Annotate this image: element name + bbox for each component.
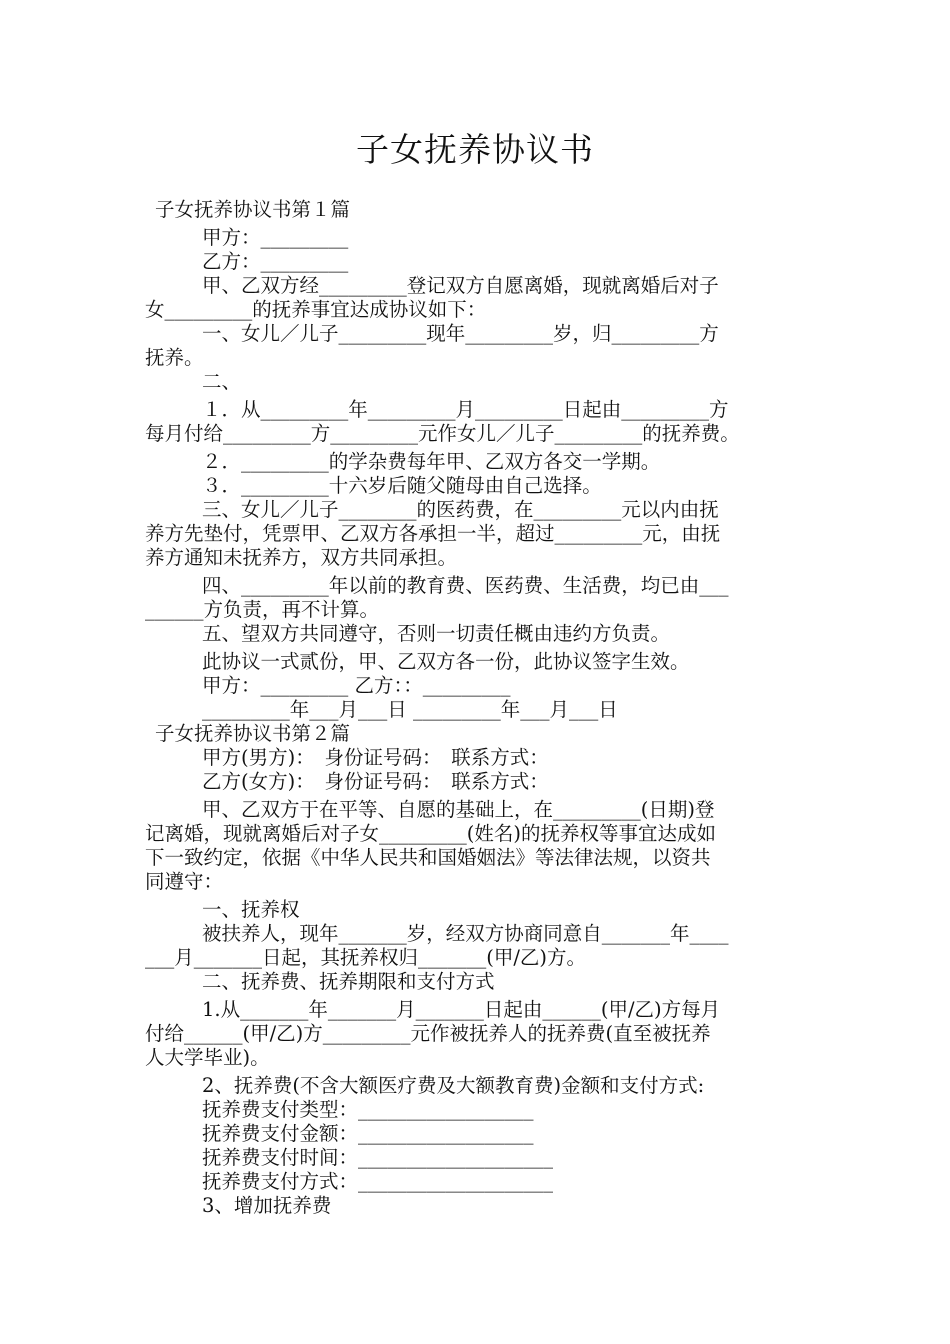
text-line: 甲方(男方)： 身份证号码： 联系方式：: [202, 746, 549, 769]
text-line: 四、_________年以前的教育费、医药费、生活费，均已由___: [202, 574, 729, 597]
text-line: 付给______(甲/乙)方_________元作被抚养人的抚养费(直至被抚养: [145, 1022, 711, 1045]
text-line: 抚养。: [145, 346, 204, 369]
text-line: 乙方(女方)： 身份证号码： 联系方式：: [202, 770, 549, 793]
text-line: ３．_________十六岁后随父随母由自己选择。: [202, 474, 602, 497]
text-line: 一、女儿／儿子_________现年_________岁，归_________方: [202, 322, 719, 345]
text-line: 抚养费支付金额：__________________: [202, 1122, 534, 1145]
text-line: 甲、乙双方经_________登记双方自愿离婚，现就离婚后对子: [202, 274, 719, 297]
text-line: _________年___月___日 _________年___月___日: [202, 698, 618, 721]
text-line: 养方通知未抚养方，双方共同承担。: [145, 546, 458, 569]
text-line: 乙方：_________: [202, 250, 349, 273]
text-line: 二、抚养费、抚养期限和支付方式: [202, 970, 495, 993]
text-line: 女_________的抚养事宜达成协议如下：: [145, 298, 487, 321]
text-line: 甲方：_________ 乙方：：_________: [202, 674, 511, 697]
text-line: 此协议一式贰份，甲、乙双方各一份，此协议签字生效。: [202, 650, 690, 673]
text-line: 一、抚养权: [202, 898, 300, 921]
text-line: 甲方：_________: [202, 226, 349, 249]
text-line: 同遵守：: [145, 870, 224, 893]
text-line: 甲、乙双方于在平等、自愿的基础上，在_________(日期)登: [202, 798, 715, 821]
text-line: 2、抚养费(不含大额医疗费及大额教育费)金额和支付方式:: [202, 1074, 705, 1097]
text-line: 子女抚养协议书第２篇: [155, 722, 351, 745]
text-line: ２．_________的学杂费每年甲、乙双方各交一学期。: [202, 450, 661, 473]
text-line: 抚养费支付类型：__________________: [202, 1098, 534, 1121]
text-line: 抚养费支付方式：____________________: [202, 1170, 554, 1193]
text-line: 子女抚养协议书第１篇: [155, 198, 351, 221]
text-line: 被扶养人，现年_______岁，经双方协商同意自_______年____: [202, 922, 729, 945]
text-line: 1.从_______年_______月_______日起由______(甲/乙)方每月: [202, 998, 721, 1021]
text-line: 人大学毕业)。: [145, 1046, 270, 1069]
text-line: １．从_________年_________月_________日起由_________方: [202, 398, 729, 421]
text-line: 五、望双方共同遵守，否则一切责任概由违约方负责。: [202, 622, 671, 645]
document-title: 子女抚养协议书: [356, 130, 594, 169]
text-line: 三、女儿／儿子________的医药费，在_________元以内由抚: [202, 498, 719, 521]
text-line: 下一致约定，依据《中华人民共和国婚姻法》等法律法规，以资共: [145, 846, 711, 869]
text-line: 记离婚，现就离婚后对子女_________(姓名)的抚养权等事宜达成如: [145, 822, 716, 845]
text-line: 二、: [202, 370, 242, 393]
text-line: 抚养费支付时间：____________________: [202, 1146, 554, 1169]
text-line: 养方先垫付，凭票甲、乙双方各承担一半，超过_________元，由抚: [145, 522, 721, 545]
text-line: ___月_______日起，其抚养权归_______(甲/乙)方。: [145, 946, 587, 969]
text-line: ______方负责，再不计算。: [145, 598, 380, 621]
text-line: 3、增加抚养费: [202, 1194, 332, 1217]
text-line: 每月付给_________方_________元作女儿／儿子_________的抚养费。: [145, 422, 740, 445]
